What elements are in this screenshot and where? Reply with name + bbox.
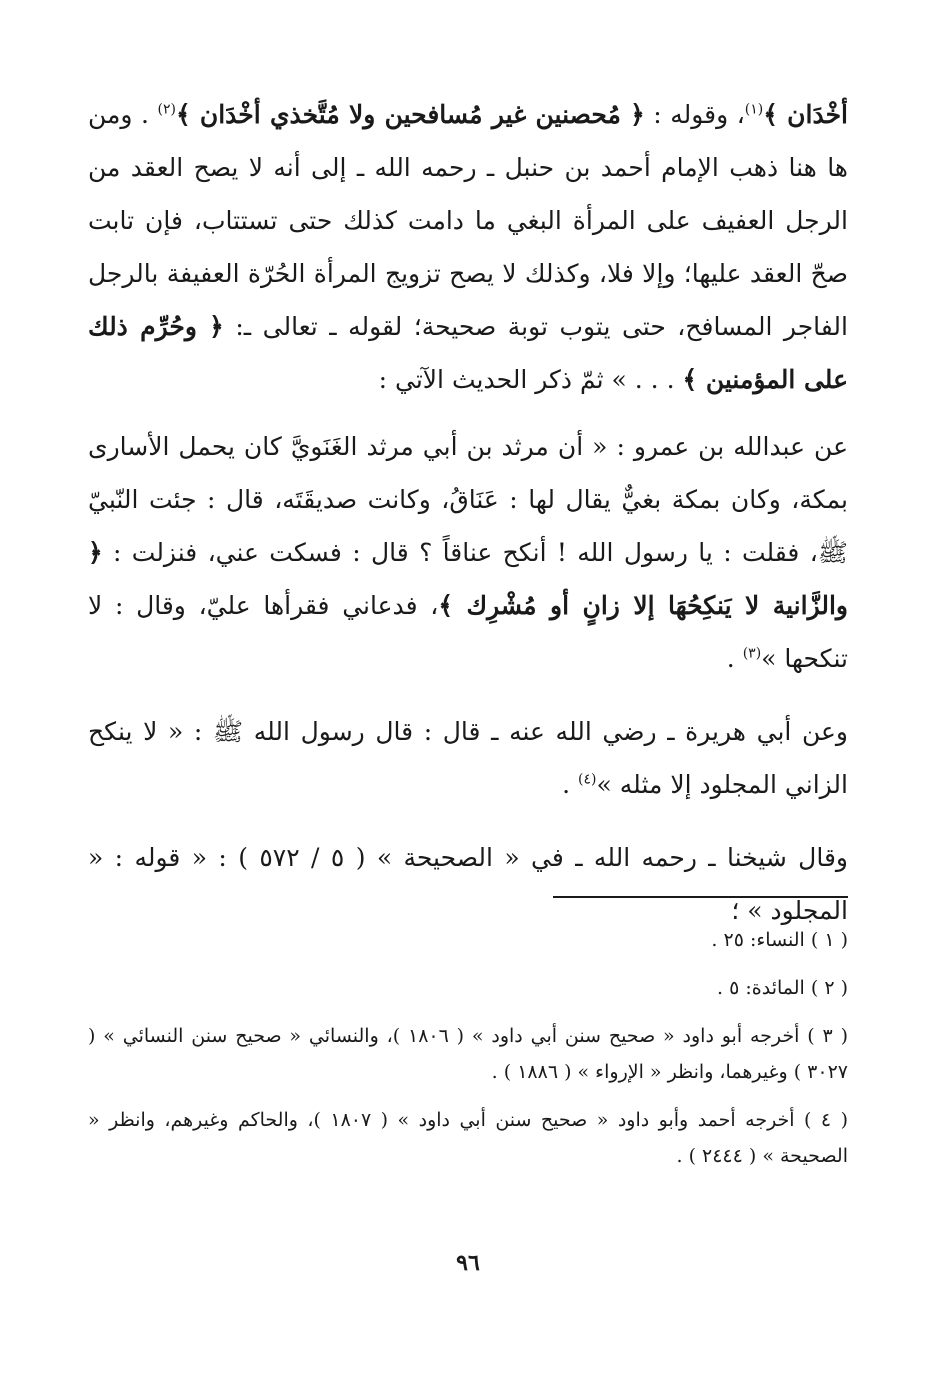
text-run: . . . » ثمّ ذكر الحديث الآتي : — [378, 365, 683, 394]
paragraph-1 — [88, 88, 848, 406]
footnote-ref: (٢) — [157, 101, 176, 118]
quran-quote: ﴿ والزَّانية لا يَنكِحُهَا إلا زانٍ أو مُشْرِك ﴾ — [88, 538, 848, 620]
page-number: ٩٦ — [456, 1250, 480, 1276]
text-run: . — [726, 644, 743, 673]
footnote-1: ( ١ ) النساء: ٢٥ . — [711, 929, 848, 951]
footnote-divider — [553, 896, 848, 898]
footnote-ref: (١) — [744, 101, 764, 118]
text-run: ومن ها هنا ذهب الإمام أحمد بن حنبل ـ رحمه الله ـ إلى أنه لا يصح العقد من الرجل العفيف على المرأة البغي ما دامت كذلك حتى تستتاب، فإن تابت صحّ العقد عليها؛ وإلا فلا، وكذلك لا يصح تزويج المرأة الحُرّة العفيفة بالرجل الفاجر المسافح، حتى يتوب توبة صحيحة؛ لقوله ـ تعالى ـ: — [88, 100, 848, 341]
paragraph-2 — [88, 420, 848, 685]
footnote-4: ( ٤ ) أخرجه أحمد وأبو داود « صحيح سنن أبي داود » ( ١٨٠٧ )، والحاكم وغيرهم، وانظر « الصحيحة » ( ٢٤٤٤ ) . — [88, 1109, 848, 1167]
quran-quote: ﴿ مُحصنين غير مُسافحين ولا مُتَّخذي أخْدَان ﴾ — [175, 100, 645, 129]
footnote-ref: (٤) — [578, 771, 597, 788]
text-run: وعن أبي هريرة ـ رضي الله عنه ـ قال : قال رسول الله ﷺ : « لا ينكح الزاني المجلود إلا مثله » — [88, 717, 848, 799]
text-run: وقال شيخنا ـ رحمه الله ـ في « الصحيحة » ( ٥ / ٥٧٢ ) : « قوله : « المجلود » ؛ — [88, 843, 848, 925]
footnotes — [88, 922, 848, 1186]
text-run: . — [141, 100, 158, 129]
quran-quote: ﴿ وحُرِّم ذلك على المؤمنين ﴾ — [88, 312, 848, 394]
text-run: عن عبدالله بن عمرو : « أن مرثد بن أبي مرثد الغَنَويَّ كان يحمل الأسارى بمكة، وكان بمكة بغيٌّ يقال لها : عَنَاقُ، وكانت صديقَتَه، قال : جئت النّبيّ ﷺ، فقلت : يا رسول الله ! أنكح عناقاً ؟ قال : فسكت عني، فنزلت : — [88, 432, 848, 567]
footnote-ref: (٣) — [742, 645, 762, 662]
paragraph-3 — [88, 705, 848, 811]
footnote-2: ( ٢ ) المائدة: ٥ . — [717, 977, 848, 999]
text-run: ، فدعاني فقرأها عليّ، وقال : لا تنكحها » — [88, 591, 848, 673]
text-run: . — [562, 770, 579, 799]
footnote-3: ( ٣ ) أخرجه أبو داود « صحيح سنن أبي داود » ( ١٨٠٦ )، والنسائي « صحيح سنن النسائي » ( ٣٠٢٧ ) وغيرهما، وانظر « الإرواء » ( ١٨٨٦ ) . — [88, 1025, 848, 1083]
quran-quote: أخْدَان ﴾ — [763, 100, 848, 129]
text-run: ، وقوله : — [644, 100, 745, 129]
